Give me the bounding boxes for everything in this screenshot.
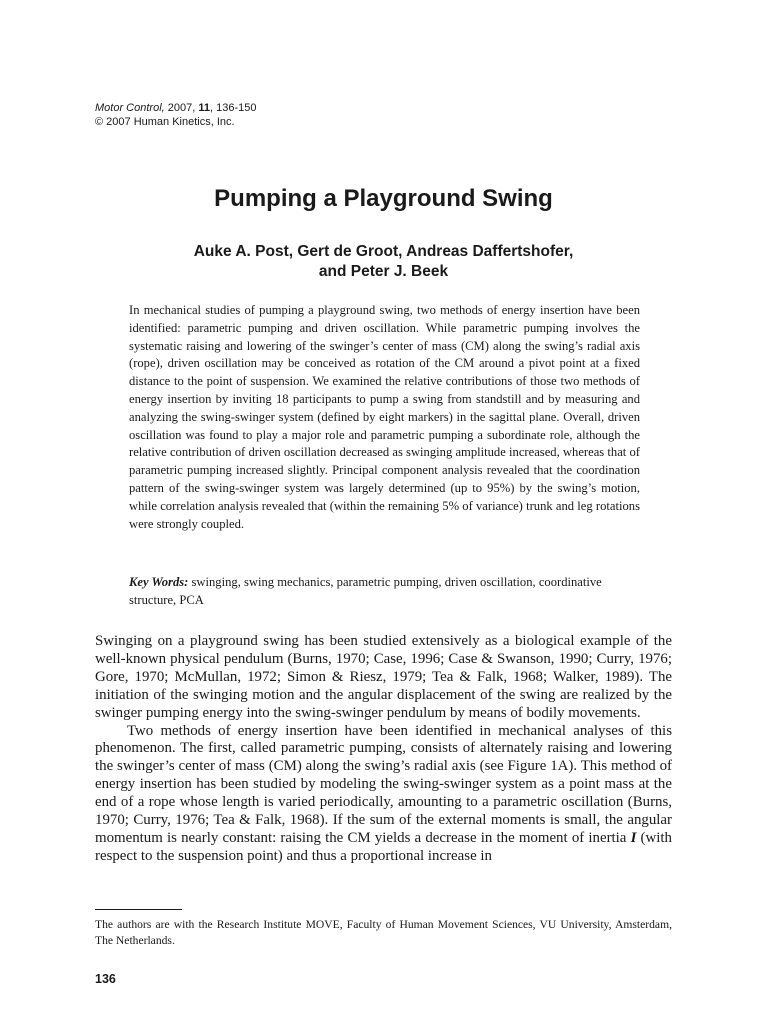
journal-year: 2007,	[164, 102, 199, 114]
body-paragraph-2	[95, 723, 672, 866]
author-line-1: Auke A. Post, Gert de Groot, Andreas Daffertshofer,	[193, 243, 574, 260]
abstract: In mechanical studies of pumping a playground swing, two methods of energy insertion have been identified: parametric pumping and driven oscillation. While parametric pumping involves the systematic raising and lowering of the swinger’s center of mass (CM) along the swing’s radial axis (rope), driven oscillation may be conceived as rotation of the CM around a pivot point at a fixed distance to the point of suspension. We examined the relative contributions of those two methods of energy insertion by inviting 18 participants to pump a swing from standstill and by measuring and analyzing the swing-swinger system (defined by eight markers) in the sagittal plane. Overall, driven oscillation was found to play a major role and parametric pumping a subordinate role, although the relative contribution of driven oscillation decreased as swinging amplitude increased, whereas that of parametric pumping increased slightly. Principal component analysis revealed that the coordination pattern of the swing-swinger system was largely determined (up to 95%) by the swing’s motion, while correlation analysis revealed that (within the remaining 5% of variance) trunk and leg rotations were strongly coupled.	[129, 303, 640, 531]
body-text	[95, 633, 672, 866]
body-paragraph-1: Swinging on a playground swing has been studied extensively as a biological example of the well-known physical pendulum (Burns, 1970; Case, 1996; Case & Swanson, 1990; Curry, 1976; Gore, 1970; McMullan, 1972; Simon & Riesz, 1979; Tea & Falk, 1968; Walker, 1989). The initiation of the swinging motion and the angular displacement of the swing are realized by the swinger pumping energy into the swing-swinger pendulum by means of bodily movements.	[95, 633, 672, 721]
footnote-rule	[95, 909, 182, 910]
journal-name: Motor Control,	[95, 102, 165, 114]
inertia-symbol: I	[630, 829, 637, 846]
paper-title: Pumping a Playground Swing	[214, 185, 553, 212]
page-number: 136	[95, 972, 116, 986]
journal-citation	[95, 101, 256, 115]
body-paragraph-2-part-b: (with respect to the suspension point) and thus a proportional increase in	[95, 829, 672, 864]
keywords-text: swinging, swing mechanics, parametric pumping, driven oscillation, coordinative structure, PCA	[129, 575, 602, 607]
journal-volume: 11	[198, 102, 210, 114]
footnote: The authors are with the Research Institute MOVE, Faculty of Human Movement Sciences, VU University, Amsterdam, The Netherlands.	[95, 918, 672, 947]
keywords-label: Key Words:	[129, 575, 189, 589]
author-list	[95, 242, 672, 282]
journal-pages: , 136-150	[209, 102, 257, 114]
keywords	[129, 574, 640, 610]
body-paragraph-2-part-a: Two methods of energy insertion have been identified in mechanical analyses of this phenomenon. The first, called parametric pumping, consists of alternately raising and lowering the swinger’s center of mass (CM) along the swing’s radial axis (see Figure 1A). This method of energy insertion has been studied by modeling the swing-swinger system as a point mass at the end of a rope whose length is varied periodically, amounting to a parametric oscillation (Burns, 1970; Curry, 1976; Tea & Falk, 1968). If the sum of the external moments is small, the angular momentum is nearly constant: raising the CM yields a decrease in the moment of inertia	[95, 722, 672, 846]
author-line-2: and Peter J. Beek	[318, 263, 449, 280]
copyright-line: © 2007 Human Kinetics, Inc.	[95, 116, 235, 128]
running-header	[95, 101, 256, 129]
